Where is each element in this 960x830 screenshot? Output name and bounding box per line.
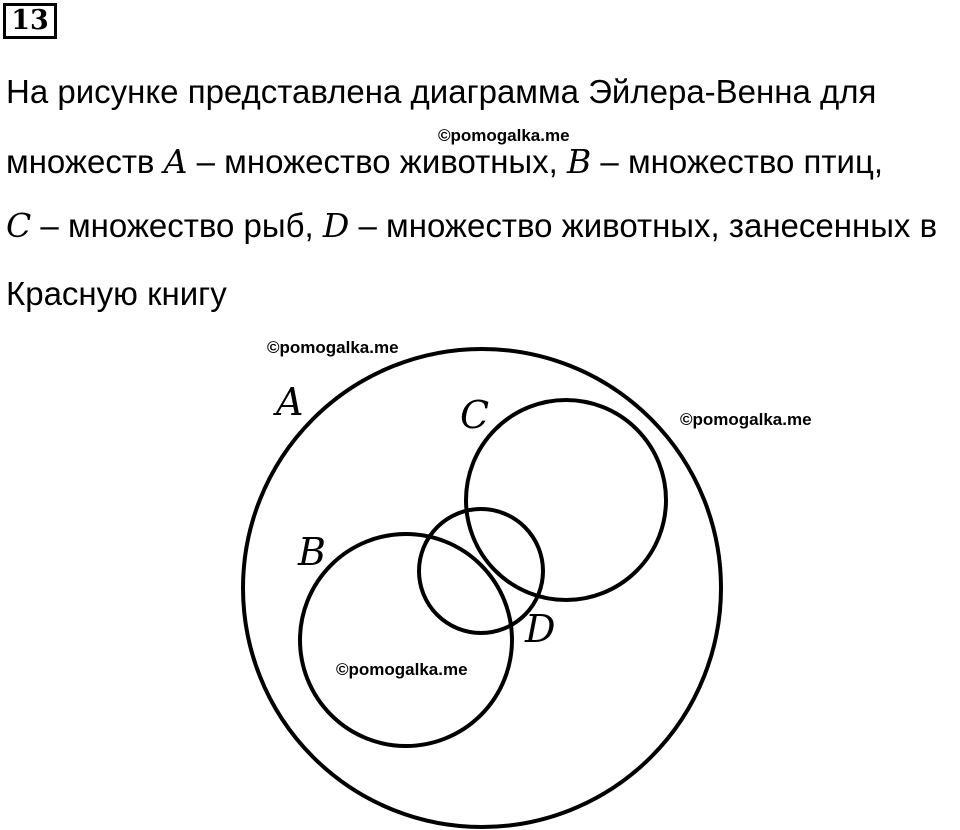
watermark: ©pomogalka.me: [438, 126, 570, 145]
text-fragment: – множество птиц,: [591, 143, 884, 180]
set-b-label: B: [298, 530, 326, 574]
task-number: 13: [11, 5, 49, 36]
set-d-label: D: [525, 607, 556, 651]
problem-text-line-4: Красную книгу: [6, 275, 227, 312]
text-fragment: – множество рыб,: [31, 207, 323, 244]
variable-b: B: [566, 142, 592, 181]
watermark: ©pomogalka.me: [336, 660, 468, 679]
text-fragment: – множество животных,: [187, 143, 567, 180]
variable-d: D: [322, 206, 350, 245]
text-fragment: множеств: [6, 143, 164, 180]
problem-text-line-1: На рисунке представлена диаграмма Эйлера-Венна для: [6, 73, 877, 110]
set-c-circle: [466, 400, 666, 600]
watermark: ©pomogalka.me: [680, 410, 812, 429]
set-a-label: A: [276, 380, 304, 424]
set-c-label: C: [460, 393, 490, 437]
text-fragment: – множество животных, занесенных в: [349, 207, 938, 244]
variable-c: C: [6, 206, 32, 245]
variable-a: A: [163, 142, 188, 181]
watermark: ©pomogalka.me: [267, 338, 399, 357]
set-b-circle: [300, 534, 512, 746]
